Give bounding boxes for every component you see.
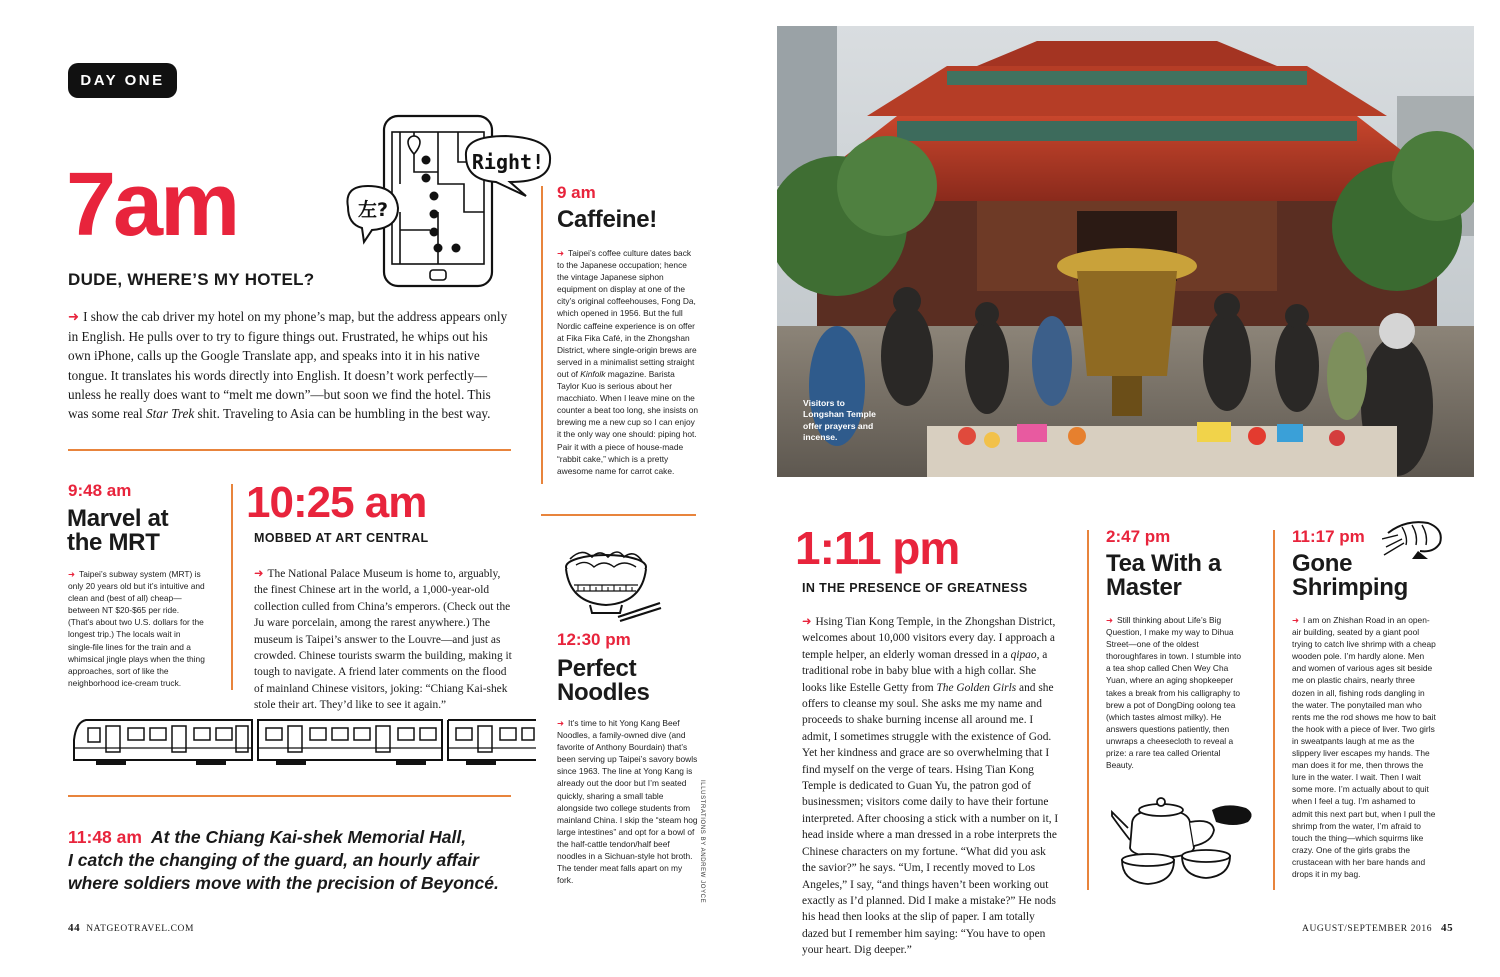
bubble-left-text: 左? [357,199,389,221]
subhead-111pm: IN THE PRESENCE OF GREATNESS [802,581,1028,595]
subway-train-illustration [66,712,536,772]
body-7am: ➜ I show the cab driver my hotel on my phone’s map, but the address appears only in English. He pulls over to try to figure things out. Frustrated, he whips out his own iPhone, calls up the Google Translate app, and speaks into it in his native tongue. It translates his words directly into English. It doesn’t work perfectly—unless he really does want to “melt me down”—but soon we find the hotel. This was some real Star Trek shit. Traveling to Asia can be humbling in the best way. [68,309,508,422]
arrow-icon: ➜ [68,310,80,325]
bubble-right-text: Right! [471,150,545,174]
folio-right: AUGUST/SEPTEMBER 2016 45 [1302,922,1454,934]
time-247pm: 2:47 pm [1106,527,1171,546]
divider [1273,530,1275,890]
shrimp-illustration [1382,515,1446,561]
body-247pm: ➜ Still thinking about Life’s Big Question, I make my way to Dihua Street—one of the oldest thoroughfares in town. I stumble into a tea shop called Chen Wey Cha Yuan, where an aging shopkeeper takes a break from his calligraphy to brew a pot of DongDing oolong tea (which tastes almost milky). He answers questions patiently, then unwraps a cheesecloth to reveal a prize: a rare tea called Oriental Beauty. [1106,615,1242,771]
hed-caffeine: Caffeine! [557,206,657,233]
divider [541,514,696,516]
divider [1087,530,1089,890]
body-1117pm: ➜ I am on Zhishan Road in an open-air building, seated by a giant pool trying to catch live shrimp with a cheap wooden pole. I’m hardly alone. Men and women of various ages sit beside me on plastic chairs, nearly three dozen in all, fishing rods dangling in the water. The ponytailed man who rents me the rod shows me how to bait the hook with a piece of liver. Two girls in sweatpants laugh at me as the slippery liver escapes my hands. The man does it for me, then throws the lure in the water. I wait. Then I wait some more. I’m actually about to quit when I feel a tug. I’m ashamed to admit this next part but, when I pull the shrimp from the water, I’m afraid to touch the thing—which squirms like crazy. One of the girls grabs the crustacean with her bare hands and drops it in my bag. [1292,615,1436,879]
time-7am: 7am [66,155,238,255]
noodle-bowl-illustration [562,545,662,623]
subhead-7am: DUDE, WHERE’S MY HOTEL? [68,270,315,289]
photo-caption: Visitors to Longshan Temple offer prayers and incense. [803,398,876,443]
body-1230pm: ➜ It’s time to hit Yong Kang Beef Noodles, a family-owned dive (and favorite of Anthony Bourdain) that’s been serving up Taipei’s savory bowls since 1963. The line at Yong Kang is already out the door but I’m seated quickly, sharing a small table alongside two college students from mainland China. I skip the “steam hog large intestines” and opt for a bowl of the half-cattle tendon/half beef noodles in a Sichuan-style hot broth. The tender meat falls apart on my fork. [557,718,698,886]
teapot-illustration [1108,790,1258,890]
divider [68,795,511,797]
body-111pm: ➜ Hsing Tian Kong Temple, in the Zhongshan District, welcomes about 10,000 visitors every day. I approach a temple helper, an elderly woman dressed in a qipao, a traditional robe in baby blue with a high collar. She looks like Estelle Getty from The Golden Girls and she offers to cleanse my soul. She asks me my name and proceeds to shake burning incense all around me. I admit, I sometimes struggle with the existence of God. Yet her kindness and grace are so overwhelming that I find myself on the verge of tears. Hsing Tian Kong Temple is dedicated to Guan Yu, the patron god of businessmen; visitors come daily to have their fortune interpreted. After choosing a stick with a number on it, I head inside where a man dressed in a robe interprets the Chinese characters on my fortune. “What did you ask the savior?” he says. “Um, I recently moved to Los Angeles,” I say, “and things haven’t been working out exactly as I’d planned. Did I make a mistake?” He nods his head then looks at the slip of paper. I am totally dazed but I remember him saying: “You have to open your heart. Dig deeper.” [802,614,1059,957]
hed-marvel: Marvel at the MRT [67,505,169,556]
time-111pm: 1:11 pm [795,522,960,574]
time-1117pm: 11:17 pm [1292,527,1365,546]
body-9am: ➜ Taipei’s coffee culture dates back to the Japanese occupation; hence the vintage Japanese siphon equipment on display at one of the city’s original coffeehouses, Fong Da, which opened in 1956. But the full Nordic caffeine experience is on offer at Fika Fika Café, in the Zhongshan District, where single-origin brews are served in a minimalist setting straight out of Kinfolk magazine. Barista Taylor Kuo is serious about her macchiato. When I leave mine on the counter a beat too long, she insists on brewing me a new cup so I can enjoy it the only way one should: piping hot. Pair it with a piece of house-made “rabbit cake,” which is a pretty awesome name for carrot cake. [557,248,699,476]
folio-left: 44 NATGEOTRAVEL.COM [68,922,195,934]
time-1025am: 10:25 am [246,478,427,527]
divider [231,484,233,690]
hed-tea: Tea With a Master [1106,550,1222,601]
subhead-1025am: MOBBED AT ART CENTRAL [254,531,429,545]
body-1025am: ➜ The National Palace Museum is home to, arguably, the finest Chinese art in the world, a 1,000-year-old collection culled from China’s emperors. (Check out the Ju ware porcelain, among the rarest anywhere.) The museum is Taipei’s answer to the Louvre—and just as crowded. Chinese tourists swarm the building, making it tough to navigate. A friend later comments on the flood of mainland Chinese visitors, joking: “Chiang Kai-shek stole their art. They’d like to see it again.” [254,566,512,712]
time-948am: 9:48 am [68,481,132,500]
quote-1148am: 11:48 am At the Chiang Kai-shek Memorial Hall, I catch the changing of the guard, an hourly affair where soldiers move with the precision of Beyoncé. [68,827,499,893]
time-9am: 9 am [557,183,596,202]
illustration-credit: ILLUSTRATIONS BY ANDREW JOYCE [699,780,705,904]
divider [541,186,543,484]
hed-noodles: Perfect Noodles [557,655,650,706]
body-948am: ➜ Taipei’s subway system (MRT) is only 20 years old but it’s intuitive and clean and (best of all) cheap—between NT $20-$65 per ride. (That’s about two U.S. dollars for the longest trip.) The locals wait in single-file lines for the train and a whimsical jingle plays when the thing approaches, sort of like the neighborhood ice-cream truck. [68,569,205,688]
phone-map-illustration [338,112,558,292]
day-one-badge: DAY ONE [68,63,177,98]
hed-shrimping: Gone Shrimping [1292,550,1408,601]
time-1230pm: 12:30 pm [557,630,631,649]
divider [68,449,511,451]
